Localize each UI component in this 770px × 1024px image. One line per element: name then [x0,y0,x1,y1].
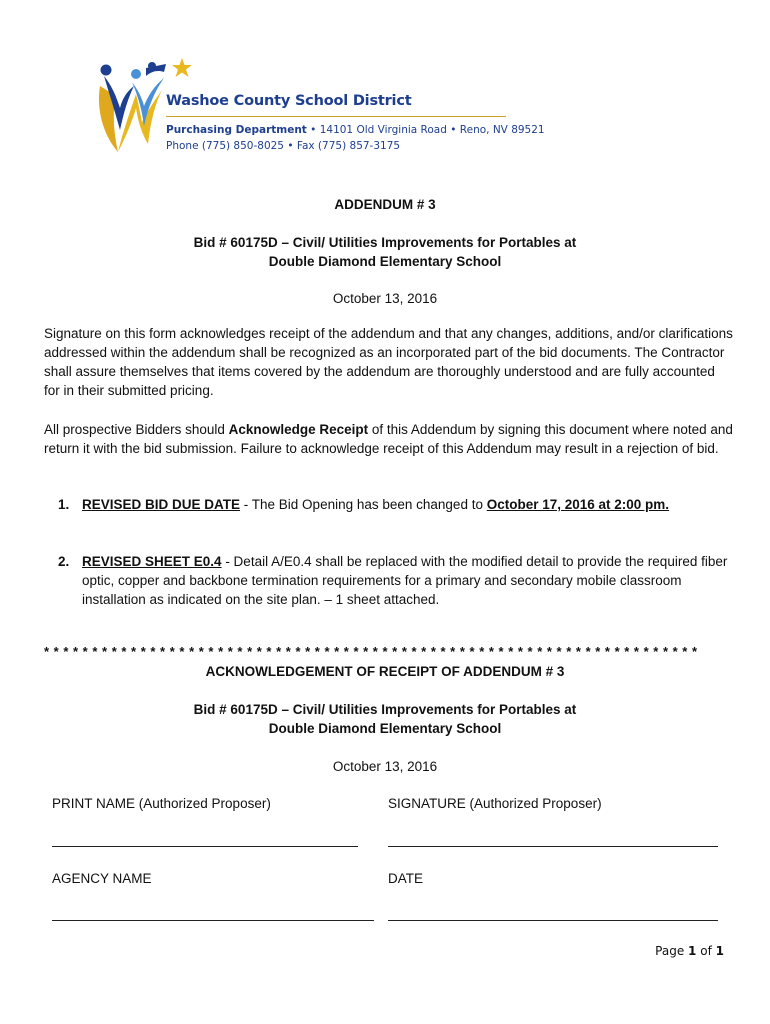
ack-bid-title-line2: Double Diamond Elementary School [268,721,502,736]
current-page: 1 [688,944,697,958]
addendum-title: ADDENDUM # 3 [334,197,436,212]
item-number: 1. [58,497,70,512]
item-heading: REVISED SHEET E0.4 [82,554,222,569]
letterhead-rule [166,116,506,117]
signature-label: SIGNATURE (Authorized Proposer) [388,796,602,811]
print-name-label: PRINT NAME (Authorized Proposer) [52,796,271,811]
bidders-instruction-paragraph [44,420,734,458]
agency-name-label: AGENCY NAME [52,871,152,886]
acknowledge-receipt-text: Acknowledge Receipt [228,422,369,437]
item-text: - The Bid Opening has been changed to [240,497,487,512]
total-pages: 1 [715,944,724,958]
dept-address: 14101 Old Virginia Road [319,124,447,136]
item-heading: REVISED BID DUE DATE [82,497,241,512]
phone-number: Phone (775) 850-8025 [166,140,284,152]
separator-dot: • [287,140,297,152]
separator-dot: • [450,124,460,136]
date-field[interactable] [388,920,718,921]
of-word: of [700,944,712,958]
addendum-item-2 [58,552,734,609]
para2-text-end: of this Addendum by signing this document where noted and return it with the bid submission. Failure to acknowledge receipt of this Addendum may result in a rejection of bid. [44,422,733,456]
separator-dot: • [310,124,320,136]
fax-number: Fax (775) 857-3175 [296,140,401,152]
dept-city: Reno, NV 89521 [459,124,545,136]
signature-field[interactable] [388,846,718,847]
item-text: - Detail A/E0.4 shall be replaced with the modified detail to provide the required fiber optic, copper and backbone termination requirements for a primary and secondary mobile classroom installation as indicated on the site plan. – 1 sheet attached. [82,554,728,607]
acknowledgement-paragraph: Signature on this form acknowledges receipt of the addendum and that any changes, additions, and/or clarifications addressed within the addendum shall be recognized as an incorporated part of the bid documents. The Contractor shall assure themselves that items covered by the addendum are thoroughly understood and are fully accounted for in their submitted pricing. [44,326,733,398]
bid-title-line2: Double Diamond Elementary School [268,254,502,269]
item-number: 2. [58,554,70,569]
ack-bid-title-line1: Bid # 60175D – Civil/ Utilities Improvements for Portables at [193,702,577,717]
acknowledgement-title: ACKNOWLEDGEMENT OF RECEIPT OF ADDENDUM # 3 [205,664,565,679]
page-word: Page [655,944,685,958]
print-name-field[interactable] [52,846,358,847]
phone-fax-line [166,140,400,152]
para2-text-start: All prospective Bidders should [44,422,229,437]
page-number [655,944,724,958]
item-highlight-date: October 17, 2016 at 2:00 pm. [486,497,670,512]
bid-title-line1: Bid # 60175D – Civil/ Utilities Improvements for Portables at [193,235,577,250]
date-label: DATE [388,871,424,886]
org-name: Washoe County School District [166,93,412,109]
dept-name: Purchasing Department [166,124,307,136]
addendum-date: October 13, 2016 [332,291,438,306]
star-separator: * * * * * * * * * * * * * * * * * * * * * * * * * * * * * * * * * * * * * * * * * * * * * * * * * * * * * * * * * * * * * * * * * * * * [44,644,698,659]
addendum-item-1 [58,495,734,514]
dept-address-line [166,124,545,136]
ack-date: October 13, 2016 [332,759,438,774]
agency-name-field[interactable] [52,920,374,921]
